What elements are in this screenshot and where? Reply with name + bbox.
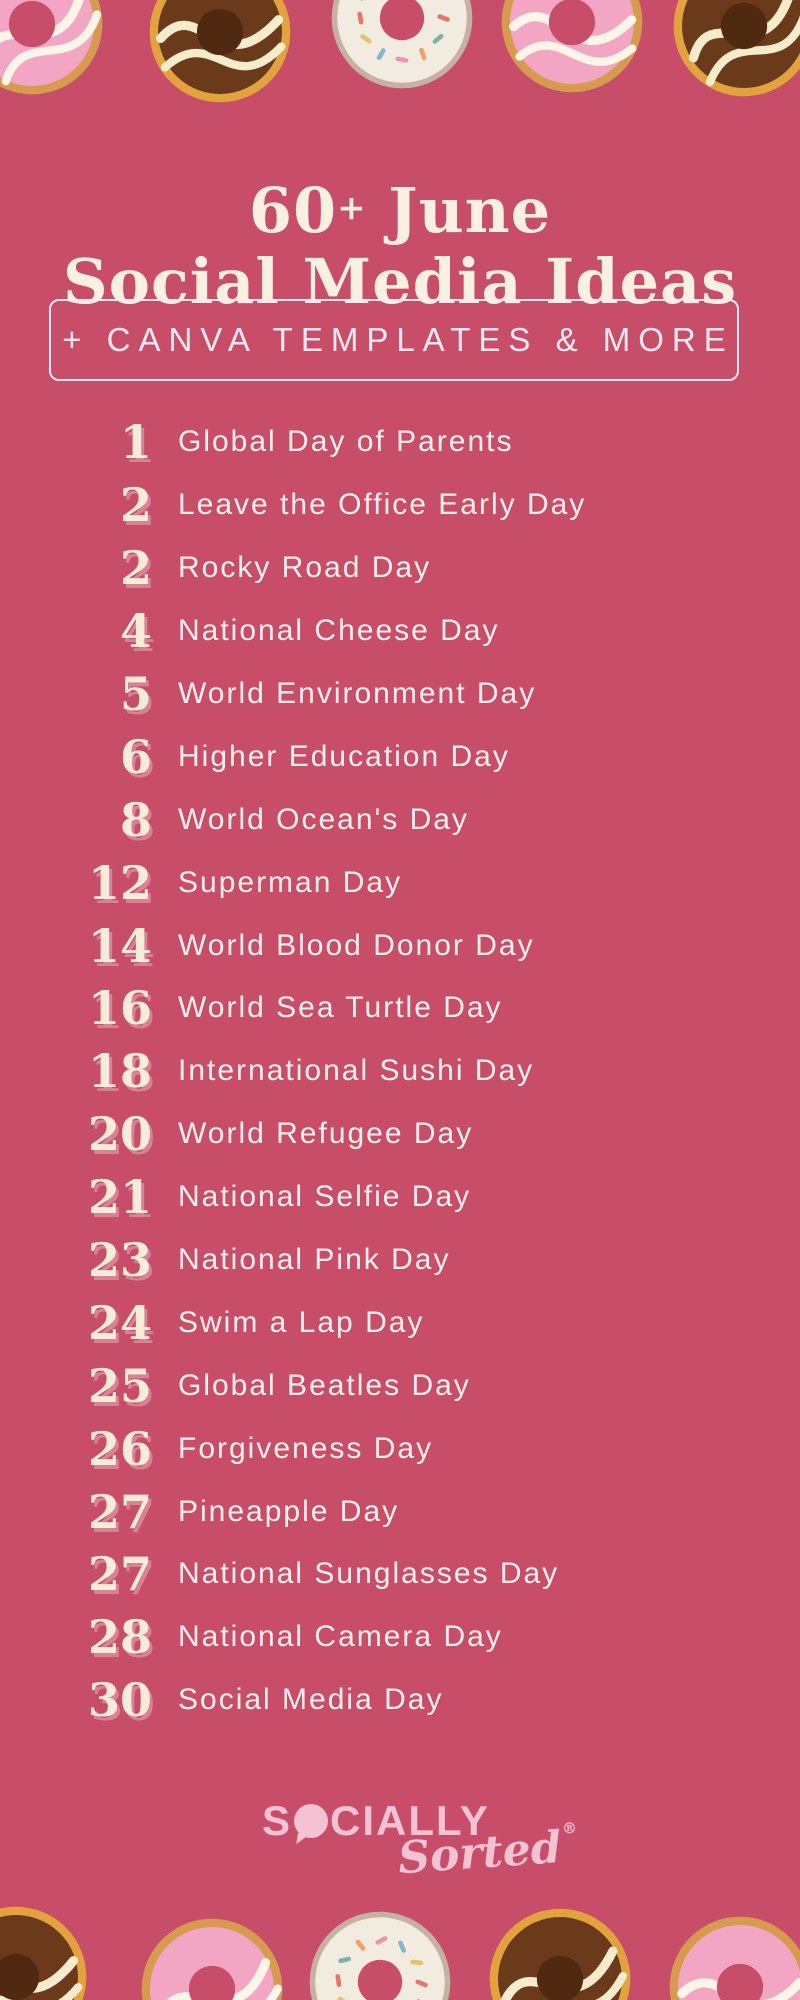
day-label: World Sea Turtle Day: [178, 991, 503, 1025]
day-label: National Pink Day: [178, 1243, 451, 1277]
donut-chocolate-icon: [0, 1896, 97, 2000]
donut-sprinkle-icon: [328, 0, 476, 92]
socially-sorted-logo: [0, 1797, 800, 1907]
day-number: 2: [119, 541, 152, 596]
donut-chocolate-icon: [479, 1898, 642, 2000]
donut-sprinkle-icon: [303, 1905, 456, 2000]
day-number: 30: [87, 1673, 152, 1728]
day-label: Superman Day: [178, 865, 403, 899]
day-number: 14: [87, 918, 152, 973]
day-number: 23: [87, 1233, 152, 1288]
list-item: [0, 788, 800, 851]
day-number: 20: [87, 1107, 152, 1162]
list-item: [0, 725, 800, 788]
day-label: World Environment Day: [178, 677, 537, 710]
day-label: National Sunglasses Day: [178, 1557, 560, 1591]
day-label: Forgiveness Day: [178, 1431, 434, 1465]
donut-chocolate-icon: [134, 0, 305, 118]
day-label: World Ocean's Day: [178, 802, 469, 836]
list-item: [0, 1103, 800, 1166]
day-label: Leave the Office Early Day: [178, 488, 587, 522]
speech-bubble-icon: [294, 1804, 328, 1838]
brand-letter-s: S: [262, 1797, 293, 1844]
list-item: [0, 474, 800, 537]
holiday-list: [0, 411, 800, 1732]
day-label: Rocky Road Day: [178, 551, 432, 585]
day-number: 28: [87, 1610, 152, 1665]
badge-label: + CANVA TEMPLATES & MORE: [62, 321, 734, 358]
canva-templates-badge: [49, 299, 739, 381]
list-item: [0, 1040, 800, 1103]
list-item: [0, 1291, 800, 1354]
day-number: 21: [87, 1170, 152, 1225]
day-label: Global Day of Parents: [178, 425, 514, 459]
page-title: [0, 172, 800, 319]
title-line-2: Social Media Ideas: [62, 245, 738, 319]
day-number: 2: [119, 478, 152, 533]
day-label: World Refugee Day: [178, 1117, 474, 1151]
donut-pink-icon: [126, 1903, 297, 2000]
registered-trademark: ®: [561, 1818, 578, 1838]
day-number: 1: [119, 415, 152, 470]
day-number: 27: [87, 1547, 152, 1602]
day-number: 5: [119, 667, 152, 721]
list-item: [0, 1480, 800, 1543]
plus-sign: +: [337, 187, 366, 228]
day-number: 27: [87, 1484, 152, 1539]
day-label: National Camera Day: [178, 1620, 503, 1654]
day-number: 8: [119, 792, 152, 847]
list-item: [0, 600, 800, 663]
brand-letters-rest: CIALLY: [330, 1797, 490, 1844]
day-number: 6: [119, 729, 152, 784]
list-item: [0, 663, 800, 726]
day-number: 25: [87, 1358, 152, 1413]
title-line-1: 60+ June: [248, 173, 552, 247]
donut-pink-icon: [0, 0, 125, 117]
day-label: Pineapple Day: [178, 1494, 400, 1528]
donut-chocolate-icon: [652, 0, 800, 118]
list-item: [0, 1354, 800, 1417]
brand-script-word: Sorted®: [396, 1818, 578, 1885]
list-item: [0, 851, 800, 914]
day-label: Global Beatles Day: [178, 1368, 471, 1402]
day-number: 18: [87, 1044, 152, 1099]
day-label: Higher Education Day: [178, 739, 510, 773]
day-label: World Blood Donor Day: [178, 928, 535, 962]
day-label: International Sushi Day: [178, 1054, 535, 1088]
day-label: National Selfie Day: [178, 1180, 472, 1214]
list-item: [0, 1166, 800, 1229]
donut-pink-icon: [652, 1899, 800, 2000]
list-item: [0, 1606, 800, 1669]
list-item: [0, 537, 800, 600]
day-label: National Cheese Day: [178, 614, 500, 648]
day-number: 12: [87, 855, 152, 910]
day-number: 4: [119, 604, 152, 659]
day-label: Social Media Day: [178, 1683, 444, 1717]
list-item: [0, 914, 800, 977]
list-item: [0, 1229, 800, 1292]
list-item: [0, 411, 800, 474]
list-item: [0, 1543, 800, 1606]
day-number: 26: [87, 1421, 152, 1476]
donut-pink-icon: [482, 0, 661, 112]
list-item: [0, 1417, 800, 1480]
day-number: 16: [87, 981, 152, 1036]
day-label: Swim a Lap Day: [178, 1305, 425, 1339]
list-item: [0, 1669, 800, 1732]
list-item: [0, 977, 800, 1040]
day-number: 24: [87, 1295, 152, 1350]
